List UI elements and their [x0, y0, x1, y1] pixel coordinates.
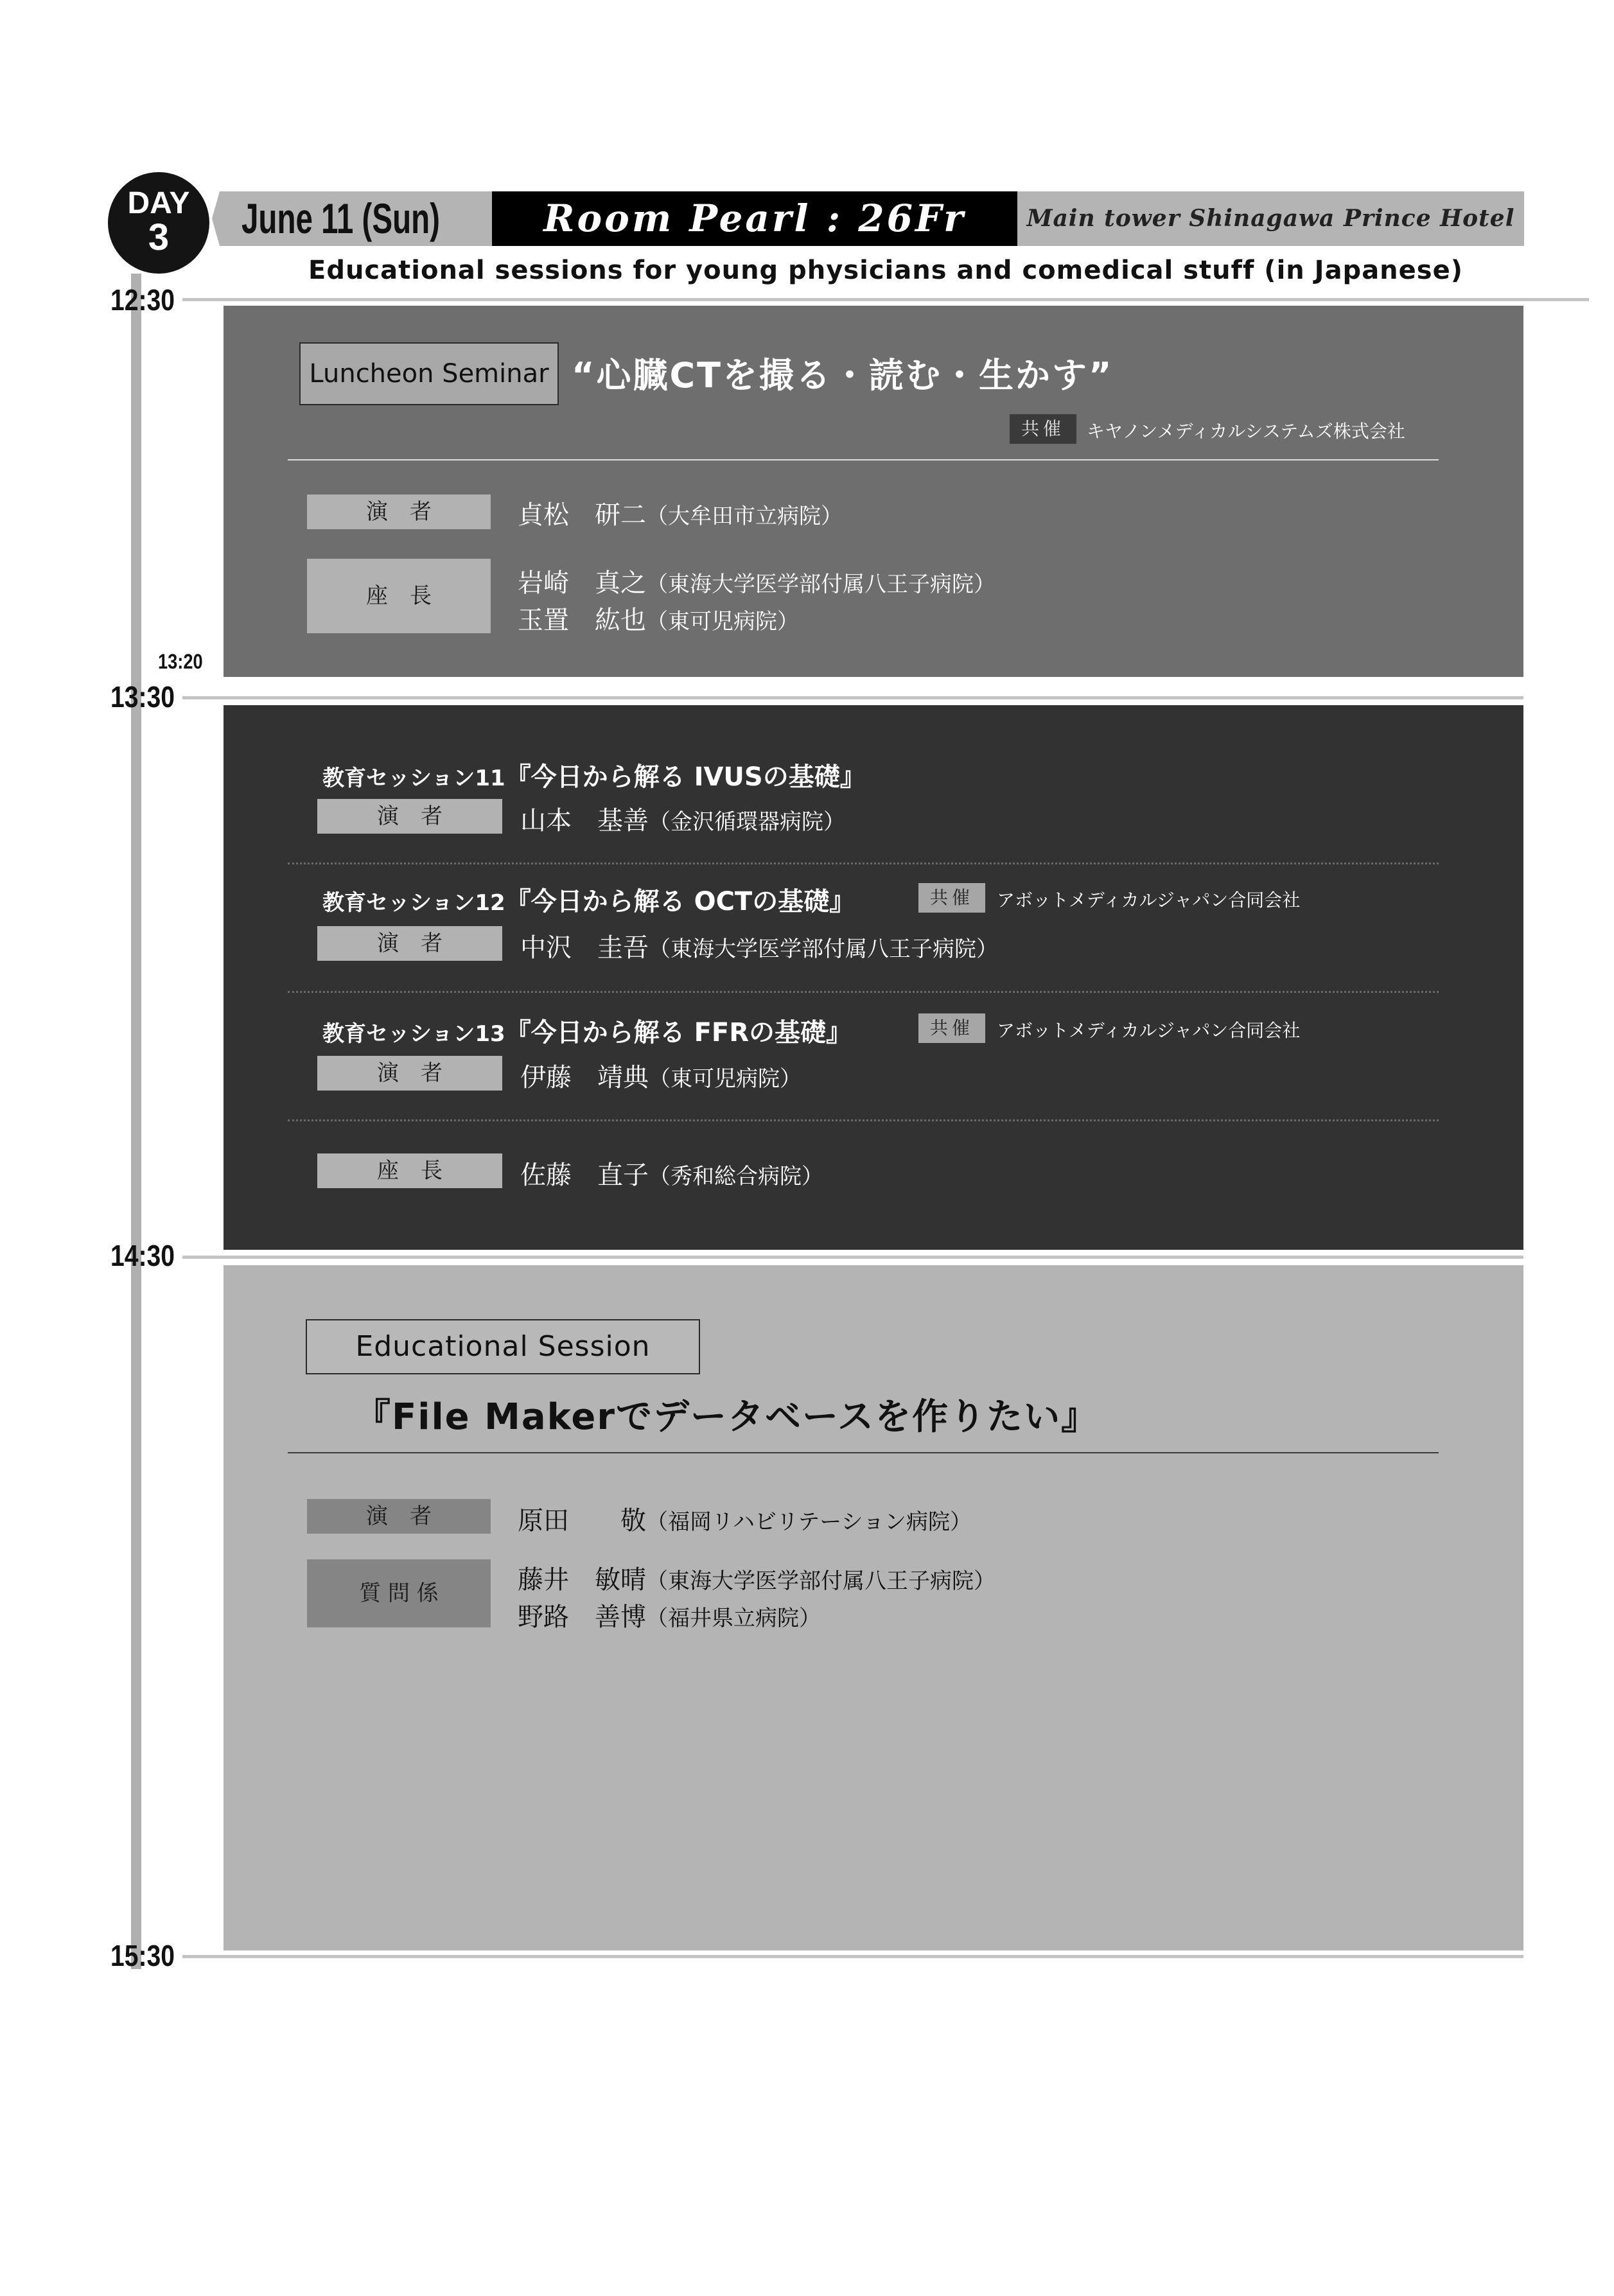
day-badge — [108, 172, 209, 274]
educational-session-title: 『File Makerでデータベースを作りたい』 — [355, 1396, 1099, 1438]
session-11-speaker-affiliation: （金沢循環器病院） — [649, 809, 845, 835]
educational-qa-1-name: 藤井 敏晴 — [518, 1565, 646, 1595]
session-13-speaker-name: 伊藤 靖典 — [520, 1063, 649, 1092]
session-12-label: 教育セッション12 — [322, 890, 505, 916]
luncheon-speaker-name: 貞松 研二 — [518, 500, 646, 530]
time-rule-1330 — [182, 696, 1523, 699]
educational-qa-2 — [518, 1597, 821, 1633]
session-13-speaker — [520, 1057, 802, 1094]
luncheon-sponsor-name: キヤノンメディカルシステムズ株式会社 — [1087, 421, 1405, 442]
timeline-axis — [131, 274, 141, 1969]
time-label-1230: 12:30 — [110, 283, 175, 317]
time-rule-1230 — [182, 298, 1589, 301]
day-number: 3 — [148, 216, 170, 258]
educational-speaker — [518, 1500, 972, 1537]
session-13-title — [322, 1012, 852, 1049]
luncheon-speaker-role: 演 者 — [307, 495, 491, 529]
session-13-sponsor-badge: 共催 — [918, 1013, 985, 1043]
educational-qa-role: 質 問 係 — [307, 1559, 491, 1627]
session-divider-2 — [288, 991, 1439, 993]
page-subtitle: Educational sessions for young physicians and comedical stuff (in Japanese) — [308, 256, 1464, 285]
session-13-name: 『今日から解る FFRの基礎』 — [505, 1018, 852, 1047]
luncheon-chair-2-name: 玉置 紘也 — [518, 606, 646, 635]
session-12-name: 『今日から解る OCTの基礎』 — [505, 887, 855, 916]
session-13-speaker-affiliation: （東可児病院） — [649, 1066, 802, 1092]
time-label-1530: 15:30 — [110, 1939, 175, 1972]
luncheon-seminar-tag: Luncheon Seminar — [299, 342, 559, 405]
session-divider-3 — [288, 1119, 1439, 1121]
educational-session-tag: Educational Session — [306, 1319, 700, 1374]
education-chair — [520, 1155, 823, 1191]
session-13-speaker-role: 演 者 — [317, 1056, 502, 1091]
session-11-title — [322, 757, 866, 793]
luncheon-chair-2-affiliation: （東可児病院） — [646, 609, 799, 635]
luncheon-divider — [288, 459, 1439, 460]
session-13-sponsor-name: アボットメディカルジャパン合同会社 — [997, 1020, 1301, 1041]
luncheon-chair-1-affiliation: （東海大学医学部付属八王子病院） — [646, 572, 996, 597]
time-label-1330: 13:30 — [110, 680, 175, 714]
day-label: DAY — [127, 186, 190, 220]
luncheon-speaker-affiliation: （大牟田市立病院） — [646, 504, 843, 529]
session-12-speaker-name: 中沢 圭吾 — [520, 933, 649, 963]
luncheon-chair-1-name: 岩崎 真之 — [518, 568, 646, 598]
education-chair-name: 佐藤 直子 — [520, 1161, 649, 1190]
luncheon-chair-role: 座 長 — [307, 559, 491, 633]
luncheon-speaker — [518, 495, 843, 531]
session-12-speaker-affiliation: （東海大学医学部付属八王子病院） — [649, 936, 998, 962]
session-12-title — [322, 881, 855, 918]
educational-qa-2-name: 野路 善博 — [518, 1602, 646, 1632]
educational-qa-2-affiliation: （福井県立病院） — [646, 1606, 821, 1631]
luncheon-chair-2 — [518, 600, 799, 636]
education-chair-affiliation: （秀和総合病院） — [649, 1164, 823, 1189]
session-11-label: 教育セッション11 — [322, 766, 505, 791]
educational-speaker-name: 原田 敬 — [518, 1506, 646, 1536]
luncheon-sponsor-badge: 共催 — [1010, 414, 1076, 444]
educational-qa-1 — [518, 1559, 996, 1596]
session-13-label: 教育セッション13 — [322, 1021, 505, 1047]
time-rule-1530 — [182, 1955, 1523, 1958]
session-12-sponsor-name: アボットメディカルジャパン合同会社 — [997, 889, 1301, 911]
luncheon-chair-1 — [518, 563, 996, 599]
session-12-speaker — [520, 927, 998, 964]
luncheon-title: “心臓CTを撮る・読む・生かす” — [572, 355, 1114, 396]
session-date: June 11 (Sun) — [241, 195, 440, 242]
session-11-speaker-role: 演 者 — [317, 799, 502, 834]
session-12-speaker-role: 演 者 — [317, 926, 502, 961]
educational-speaker-affiliation: （福岡リハビリテーション病院） — [646, 1509, 972, 1535]
session-11-name: 『今日から解る IVUSの基礎』 — [505, 762, 866, 792]
time-rule-1430 — [182, 1256, 1523, 1259]
educational-session-divider — [288, 1452, 1439, 1453]
session-divider-1 — [288, 863, 1439, 864]
session-11-speaker — [520, 800, 845, 837]
time-label-1430: 14:30 — [110, 1239, 175, 1272]
room-name: Room Pearl : 26Fr — [492, 191, 1017, 246]
session-11-speaker-name: 山本 基善 — [520, 806, 649, 836]
education-chair-role: 座 長 — [317, 1153, 502, 1188]
educational-qa-1-affiliation: （東海大学医学部付属八王子病院） — [646, 1568, 996, 1594]
session-12-sponsor-badge: 共催 — [918, 883, 985, 913]
time-label-1320: 13:20 — [158, 650, 203, 673]
educational-speaker-role: 演 者 — [307, 1499, 491, 1534]
venue-name: Main tower Shinagawa Prince Hotel — [1017, 191, 1524, 246]
